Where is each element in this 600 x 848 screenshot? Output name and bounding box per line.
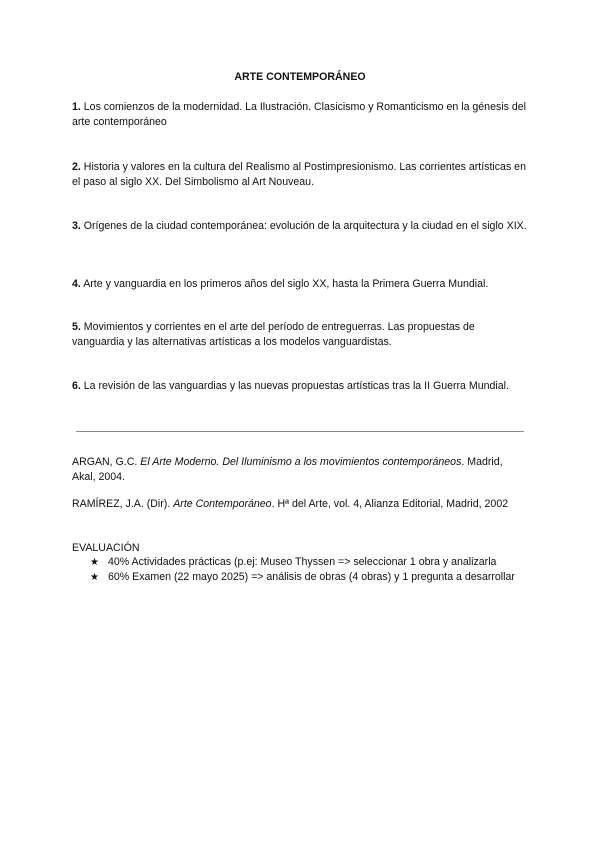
evaluation-text: 40% Actividades prácticas (p.ej: Museo Thyssen => seleccionar 1 obra y analizarla <box>108 556 497 568</box>
evaluation-list <box>90 555 530 585</box>
reference-title: Arte Contemporáneo <box>173 498 272 510</box>
evaluation-heading: EVALUACIÓN <box>72 542 140 554</box>
topic-text: Orígenes de la ciudad contemporánea: evolución de la arquitectura y la ciudad en el siglo XIX. <box>80 220 527 232</box>
topic-text: Historia y valores en la cultura del Realismo al Postimpresionismo. Las corrientes artísticas en el paso al siglo XX. Del Simbolismo al Art Nouveau. <box>72 161 526 188</box>
topic-item-1 <box>72 100 528 130</box>
reference-1 <box>72 455 528 485</box>
reference-title: El Arte Moderno. Del Iluminismo a los movimientos contemporáneos <box>140 456 462 468</box>
topic-number: 4. <box>72 278 81 290</box>
reference-author: ARGAN, G.C. <box>72 456 141 468</box>
reference-2 <box>72 497 528 512</box>
reference-details: . Madrid, Akal, 2004. <box>72 456 503 483</box>
topic-number: 6. <box>72 380 81 392</box>
topic-item-5 <box>72 320 528 350</box>
topic-item-4 <box>72 277 528 292</box>
topic-number: 1. <box>72 101 81 113</box>
topic-item-6 <box>72 379 528 394</box>
topic-text: Los comienzos de la modernidad. La Ilustración. Clasicismo y Romanticismo en la génesis del arte contemporáneo <box>72 101 526 128</box>
list-item <box>90 570 530 585</box>
divider <box>76 431 524 432</box>
evaluation-text: 60% Examen (22 mayo 2025) => análisis de obras (4 obras) y 1 pregunta a desarrollar <box>108 571 515 583</box>
star-icon: ★ <box>90 557 99 568</box>
page-title: ARTE CONTEMPORÁNEO <box>234 71 366 83</box>
topic-item-2 <box>72 160 528 190</box>
topic-text: Movimientos y corrientes en el arte del período de entreguerras. Las propuestas de vanguardia y las alternativas artísticas a los modelos vanguardistas. <box>72 321 475 348</box>
topic-item-3 <box>72 219 528 234</box>
topic-number: 3. <box>72 220 81 232</box>
topic-number: 2. <box>72 161 81 173</box>
reference-author: RAMÍREZ, J.A. (Dir). <box>72 498 174 510</box>
list-item <box>90 555 530 570</box>
star-icon: ★ <box>90 572 99 583</box>
topic-text: La revisión de las vanguardias y las nuevas propuestas artísticas tras la II Guerra Mundial. <box>80 380 509 392</box>
topic-number: 5. <box>72 321 81 333</box>
reference-details: . Hª del Arte, vol. 4, Alianza Editorial, Madrid, 2002 <box>271 498 509 510</box>
topic-text: Arte y vanguardia en los primeros años del siglo XX, hasta la Primera Guerra Mundial. <box>80 278 489 290</box>
